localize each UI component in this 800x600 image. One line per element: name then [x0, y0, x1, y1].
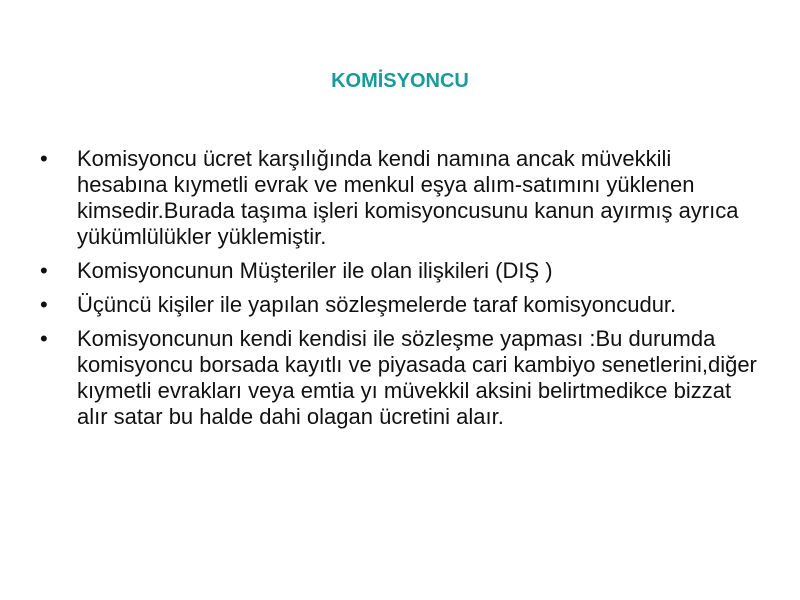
bullet-dot-icon: •: [40, 258, 48, 283]
bullet-dot-icon: •: [40, 326, 48, 351]
bullet-list: [40, 146, 760, 438]
bullet-item: [40, 258, 760, 284]
bullet-text: Komisyoncunun Müşteriler ile olan ilişkileri (DIŞ ): [77, 258, 553, 283]
slide-title: KOMİSYONCU: [331, 70, 469, 92]
bullet-item: [40, 146, 760, 250]
bullet-text: Üçüncü kişiler ile yapılan sözleşmelerde taraf komisyoncudur.: [77, 292, 677, 317]
bullet-text: Komisyoncu ücret karşılığında kendi namına ancak müvekkili hesabına kıymetli evrak ve menkul eşya alım-satımını yüklenen kimsedir.Burada taşıma işleri komisyoncusunu kanun ayırmış ayrıca yükümlülükler yüklemiştir.: [77, 146, 739, 249]
bullet-dot-icon: •: [40, 292, 48, 317]
bullet-dot-icon: •: [40, 146, 48, 171]
bullet-item: [40, 326, 760, 430]
bullet-item: [40, 292, 760, 318]
bullet-text: Komisyoncunun kendi kendisi ile sözleşme yapması :Bu durumda komisyoncu borsada kayıtlı ve piyasada cari kambiyo senetlerini,diğer kıymetli evrakları veya emtia yı müvekkil aksini belirtmedikce bizzat alır satar bu halde dahi olagan ücretini alaır.: [77, 326, 757, 429]
